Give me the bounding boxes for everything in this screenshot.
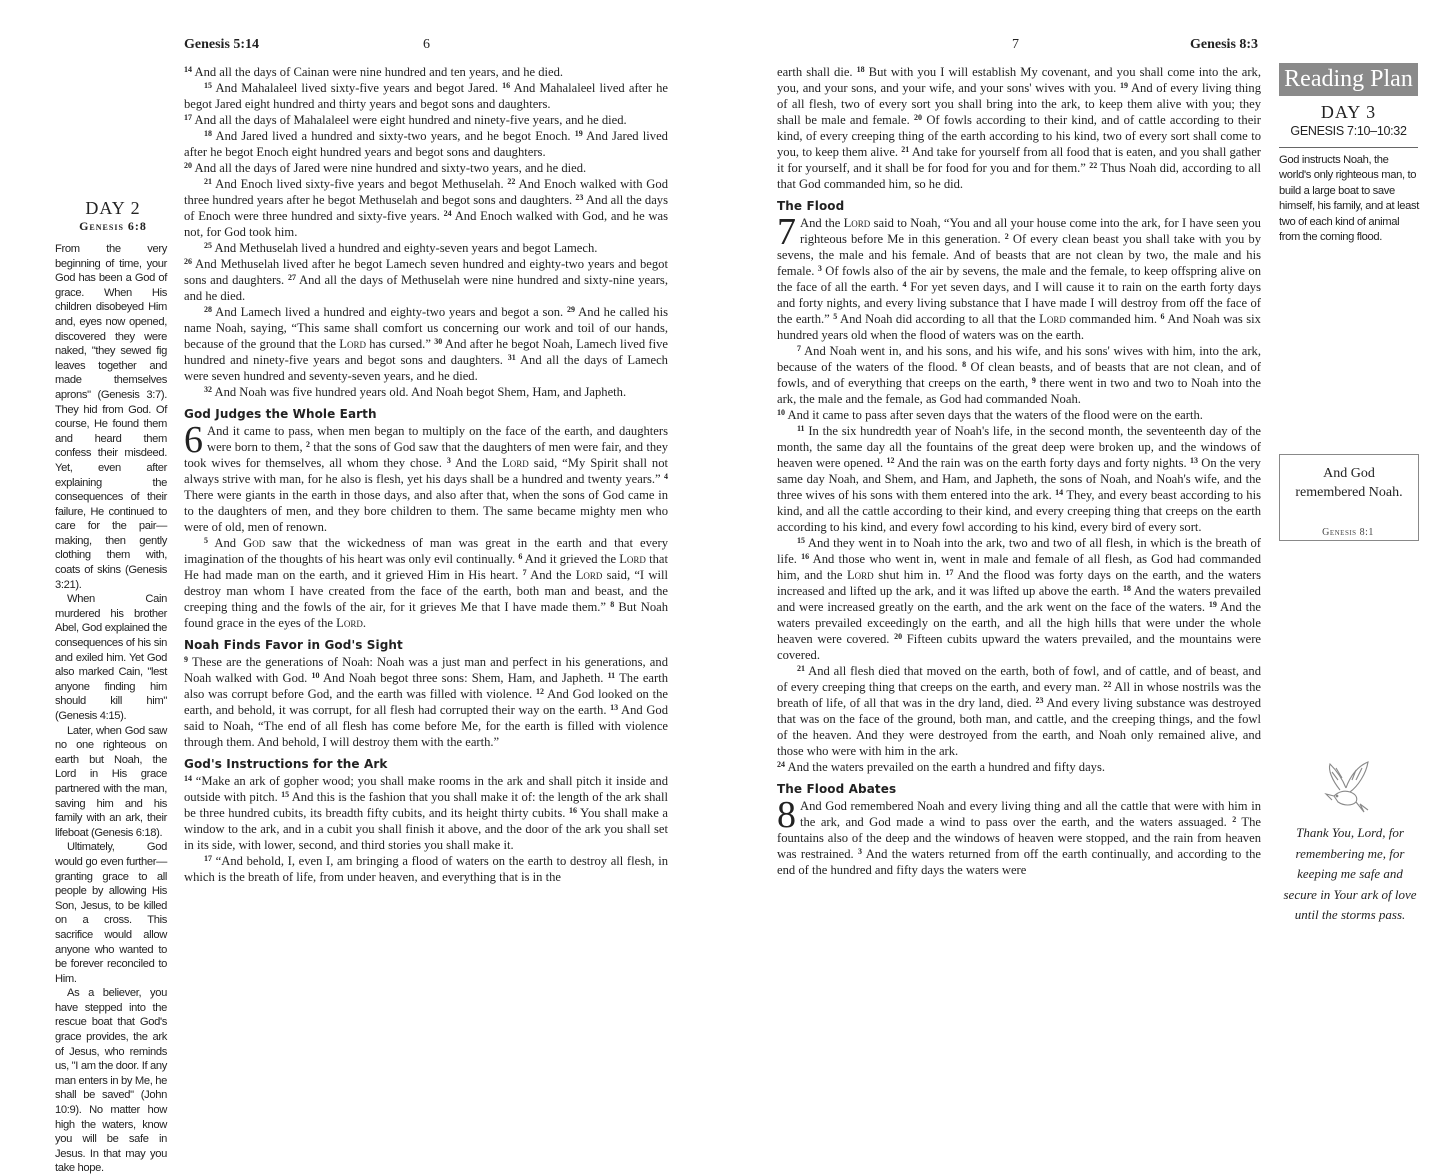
verse: $^{28}$ And Lamech lived a hundred and eighty-two years and begot a son. $^{29}$ And he called his name Noah, saying, “This same shall comfort us concerning our work and toil of our hands, because of the ground that the Lord has cursed.” $^{30}$ And after he begot Noah, Lamech lived five hundred and ninety-five years and begot sons and daughters. $^{31}$ And all the days of Lamech were seven hundred and seventy-seven years, and he died.: [184, 305, 668, 383]
left-scripture-column: [184, 64, 668, 944]
verse: $^{21}$ And all flesh died that moved on the earth, both of fowl, and of cattle, and of beast, and of every creeping thing that creeps on the earth, and every man. $^{22}$ All in whose nostrils was the breath of life, of all that was in the dry land, died. $^{23}$ And every living substance was destroyed that was on the face of the ground, both man, and cattle, and the creeping things, and the fowl of the heaven. And they were destroyed from the earth, and Noah only remained alive, and those who were with him in the ark.: [777, 664, 1261, 758]
reading-plan-divider: [1279, 147, 1418, 148]
section-heading: God's Instructions for the Ark: [184, 757, 388, 771]
verse: 6 And it came to pass, when men began to multiply on the face of the earth, and daughters were born to them, $^2$ that the sons of God saw that the daughters of men were fair, and they took wives for themselves, all whom they chose. $^3$ And the Lord said, “My Spirit shall not always strive with man, for he also is flesh, yet his days shall be a hundred and twenty years.” $^4$ There were giants in the earth in those days, and also after that, when the sons of God came in to the daughters of men, and they bore children to them. The same became mighty men who were of old, men of renown.: [184, 419, 668, 534]
verse: $^9$ These are the generations of Noah: Noah was a just man and perfect in his generations, and Noah walked with God. $^{10}$ And Noah begot three sons: Shem, Ham, and Japheth. $^{11}$ The earth also was corrupt before God, and the earth was filled with violence. $^{12}$ And God looked on the earth, and behold, it was corrupt, for all flesh had corrupted their way on the earth. $^{13}$ And God said to Noah, “The end of all flesh has come before Me, for the earth is filled with violence through them. And behold, I will destroy them with the earth.”: [184, 655, 668, 749]
right-scripture-column: [777, 64, 1261, 944]
quote-reference: Genesis 8:1: [1300, 527, 1396, 538]
verse: 8 And God remembered Noah and every living thing and all the cattle that were with him in the ark, and God made a wind to pass over the earth, and the waters assuaged. $^2$ The fountains also of the deep and the windows of heaven were stopped, and the rain from heaven was restrained. $^3$ And the waters returned from off the earth continually, and according to the end of the hundred and fifty days the waters were: [777, 794, 1261, 877]
verse: $^{24}$ And the waters prevailed on the earth a hundred and fifty days.: [777, 760, 1105, 774]
verse: $^{21}$ And Enoch lived sixty-five years and begot Methuselah. $^{22}$ And Enoch walked with God three hundred years after he begot Methuselah and begot sons and daughters. $^{23}$ And all the days of Enoch were three hundred and sixty-five years. $^{24}$ And Enoch walked with God, and he was not, for God took him.: [184, 177, 668, 239]
verse: $^{25}$ And Methuselah lived a hundred and eighty-seven years and begot Lamech.: [204, 241, 598, 255]
reading-plan-day-title: DAY 3: [1320, 102, 1377, 122]
left-running-head: Genesis 5:14: [184, 37, 260, 52]
verse: $^{26}$ And Methuselah lived after he begot Lamech seven hundred and eighty-two years and begot sons and daughters. $^{27}$ And all the days of Methuselah were nine hundred and sixty-nine years, and he died.: [184, 257, 668, 303]
day-title: DAY 2: [85, 198, 141, 218]
verse: $^{18}$ And Jared lived a hundred and sixty-two years, and he begot Enoch. $^{19}$ And Jared lived after he begot Enoch eight hundred years and begot sons and daughters.: [184, 129, 668, 159]
verse: $^{20}$ And all the days of Jared were nine hundred and sixty-two years, and he died.: [184, 161, 587, 175]
verse: $^{32}$ And Noah was five hundred years old. And Noah begot Shem, Ham, and Japheth.: [204, 385, 627, 399]
day-reference: Genesis 6:8: [79, 219, 147, 233]
verse: $^{10}$ And it came to pass after seven days that the waters of the flood were on the earth.: [777, 408, 1203, 422]
chapter-number: 7: [777, 211, 796, 253]
chapter-number: 8: [777, 794, 796, 836]
right-page-number: 7: [1012, 37, 1019, 52]
verse: $^{17}$ “And behold, I, even I, am bringing a flood of waters on the earth to destroy all flesh, in which is the breath of life, from under heaven, and everything that is in the: [184, 854, 668, 884]
devotional-paragraph: Ultimately, God would go even further—granting grace to all people by allowing His Son, Jesus, to be killed on a cross. This sacrifice would allow anyone who wanted to be forever reconciled to Him.: [55, 841, 167, 985]
verse: $^{15}$ And Mahalaleel lived sixty-five years and begot Jared. $^{16}$ And Mahalaleel lived after he begot Jared eight hundred and thirty years and begot sons and daughters.: [184, 81, 668, 111]
dove-icon: [1320, 760, 1374, 820]
verse: $^{14}$ “Make an ark of gopher wood; you shall make rooms in the ark and shall pitch it inside and outside with pitch. $^{15}$ And this is the fashion that you shall make it of: the length of the ark shall be three hundred cubits, its breadth fifty cubits, and its height thirty cubits. $^{16}$ You shall make a window to the ark, and in a cubit you shall finish it above, and the door of the ark you shall set in its side, with lower, second, and third stories you shall make it.: [184, 774, 668, 852]
quote-text: And God remembered Noah.: [1295, 466, 1403, 500]
verse: 7 And the Lord said to Noah, “You and all your house come into the ark, for I have seen you righteous before Me in this generation. $^2$ Of every clean beast you shall take with you by sevens, the male and his female. And of beasts that are not clean by two, the male and his female. $^3$ Of fowls also of the air by sevens, the male and the female, to keep offspring alive on the face of all the earth. $^4$ For yet seven days, and I will cause it to rain on the earth forty days and forty nights, and every living substance that I have made I will destroy from off the face of the earth.” $^5$ And Noah did according to all that the Lord commanded him. $^6$ And Noah was six hundred years old when the flood of waters was on the earth.: [777, 211, 1261, 342]
section-heading: The Flood: [777, 199, 845, 213]
reading-plan-reference: GENESIS 7:10–10:32: [1290, 124, 1407, 138]
verse: earth shall die. $^{18}$ But with you I will establish My covenant, and you shall come into the ark, you, and your sons, and your wife, and your sons' wives with you. $^{19}$ And of every living thing of all flesh, two of every sort you shall bring into the ark, to keep them alive with you; they shall be male and female. $^{20}$ Of fowls according to their kind, and of cattle according to their kind, of every creeping thing of the earth according to his kind, two of every sort shall come to you, to keep them alive. $^{21}$ And take for yourself from all food that is eaten, and you shall gather it for yourself, and it shall be for food for you and for them.” $^{22}$ Thus Noah did, according to all that God commanded him, so he did.: [777, 65, 1261, 191]
devotional-paragraph: When Cain murdered his brother Abel, God explained the consequences of his sin and exiled him. Yet God also marked Cain, "lest anyone finding him should kill him" (Genesis 4:15).: [55, 593, 167, 722]
section-heading: The Flood Abates: [777, 782, 897, 796]
section-heading: God Judges the Whole Earth: [184, 407, 377, 421]
devotional-sidebar: [50, 198, 176, 234]
verse: $^5$ And God saw that the wickedness of man was great in the earth and that every imagination of the thoughts of his heart was only evil continually. $^6$ And it grieved the Lord that He had made man on the earth, and it grieved Him in His heart. $^7$ And the Lord said, “I will destroy man whom I have created from the face of the earth, both man and beast, and the creeping thing and the fowls of the air, for it grieves Me that I have made them.” $^8$ But Noah found grace in the eyes of the Lord.: [184, 536, 668, 630]
verse: $^{17}$ And all the days of Mahalaleel were eight hundred and ninety-five years, and he died.: [184, 113, 627, 127]
chapter-number: 6: [184, 419, 203, 461]
verse: $^{15}$ And they went in to Noah into the ark, two and two of all flesh, in which is the breath of life. $^{16}$ And those who went in, went in male and female of all flesh, as God had commanded him, and the Lord shut him in. $^{17}$ And the flood was forty days on the earth, and the waters increased and lifted up the ark, and it was lifted up above the earth. $^{18}$ And the waters prevailed and were increased greatly on the earth, and the ark went on the face of the waters. $^{19}$ And the waters prevailed exceedingly on the earth, and all the high hills that were under the whole heaven were covered. $^{20}$ Fifteen cubits upward the waters prevailed, and the mountains were covered.: [777, 536, 1261, 662]
reading-plan-summary: God instructs Noah, the world's only righteous man, to build a large boat to save himself, his family, and at least two of each kind of animal from the coming flood.: [1279, 154, 1419, 244]
reading-plan-day: [1279, 102, 1418, 138]
verse: $^{14}$ And all the days of Cainan were nine hundred and ten years, and he died.: [184, 65, 564, 79]
devotional-paragraph: As a believer, you have stepped into the rescue boat that God's grace provides, the ark of Jesus, who reminds us, "I am the door. If any man enters in by Me, he shall be saved" (John 10:9). No matter how high the waters, know you will be safe in Jesus. In that may you take hope.: [55, 987, 167, 1175]
verse: $^7$ And Noah went in, and his sons, and his wife, and his sons' wives with him, into the ark, because of the waters of the flood. $^8$ Of clean beasts, and of beasts that are not clean, and of fowls, and of everything that creeps on the earth, $^9$ there went in two and two to Noah into the ark, the male and the female, as God had commanded Noah.: [777, 344, 1261, 406]
devotional-paragraph: Later, when God saw no one righteous on earth but Noah, the Lord in His grace partnered with the man, saving him and his family with an ark, their lifeboat (Genesis 6:18).: [55, 724, 167, 839]
left-page-number: 6: [423, 37, 430, 52]
section-heading: Noah Finds Favor in God's Sight: [184, 638, 403, 652]
reading-plan-banner: Reading Plan: [1279, 63, 1418, 96]
devotional-paragraph: From the very beginning of time, your God has been a God of grace. When His children disobeyed Him and, eyes now opened, discovered they were naked, "they sewed fig leaves together and made themselves aprons" (Genesis 3:7). They hid from God. Of course, He found them and heard them confess their misdeed. Yet, even after explaining the consequences of their failure, He continued to care for the pair—making, then gently clothing them with, coats of skins (Genesis 3:21).: [55, 243, 167, 591]
right-running-head: Genesis 8:3: [1190, 37, 1259, 52]
devotional-text: [55, 242, 167, 1176]
prayer-text: Thank You, Lord, for remembering me, for keeping me safe and secure in Your ark of love until the storms pass.: [1283, 825, 1417, 922]
verse: $^{11}$ In the six hundredth year of Noah's life, in the second month, the seventeenth day of the month, the same day all the fountains of the great deep were broken up, and the windows of heaven were opened. $^{12}$ And the rain was on the earth forty days and forty nights. $^{13}$ On the very same day Noah, and Shem, and Ham, and Japheth, the sons of Noah, and Noah's wife, and the three wives of his sons with them entered into the ark. $^{14}$ They, and every beast according to his kind, and all the cattle according to their kind, and every creeping thing that creeps on the earth according to his kind, and every fowl according to his kind, every bird of every sort.: [777, 424, 1261, 534]
